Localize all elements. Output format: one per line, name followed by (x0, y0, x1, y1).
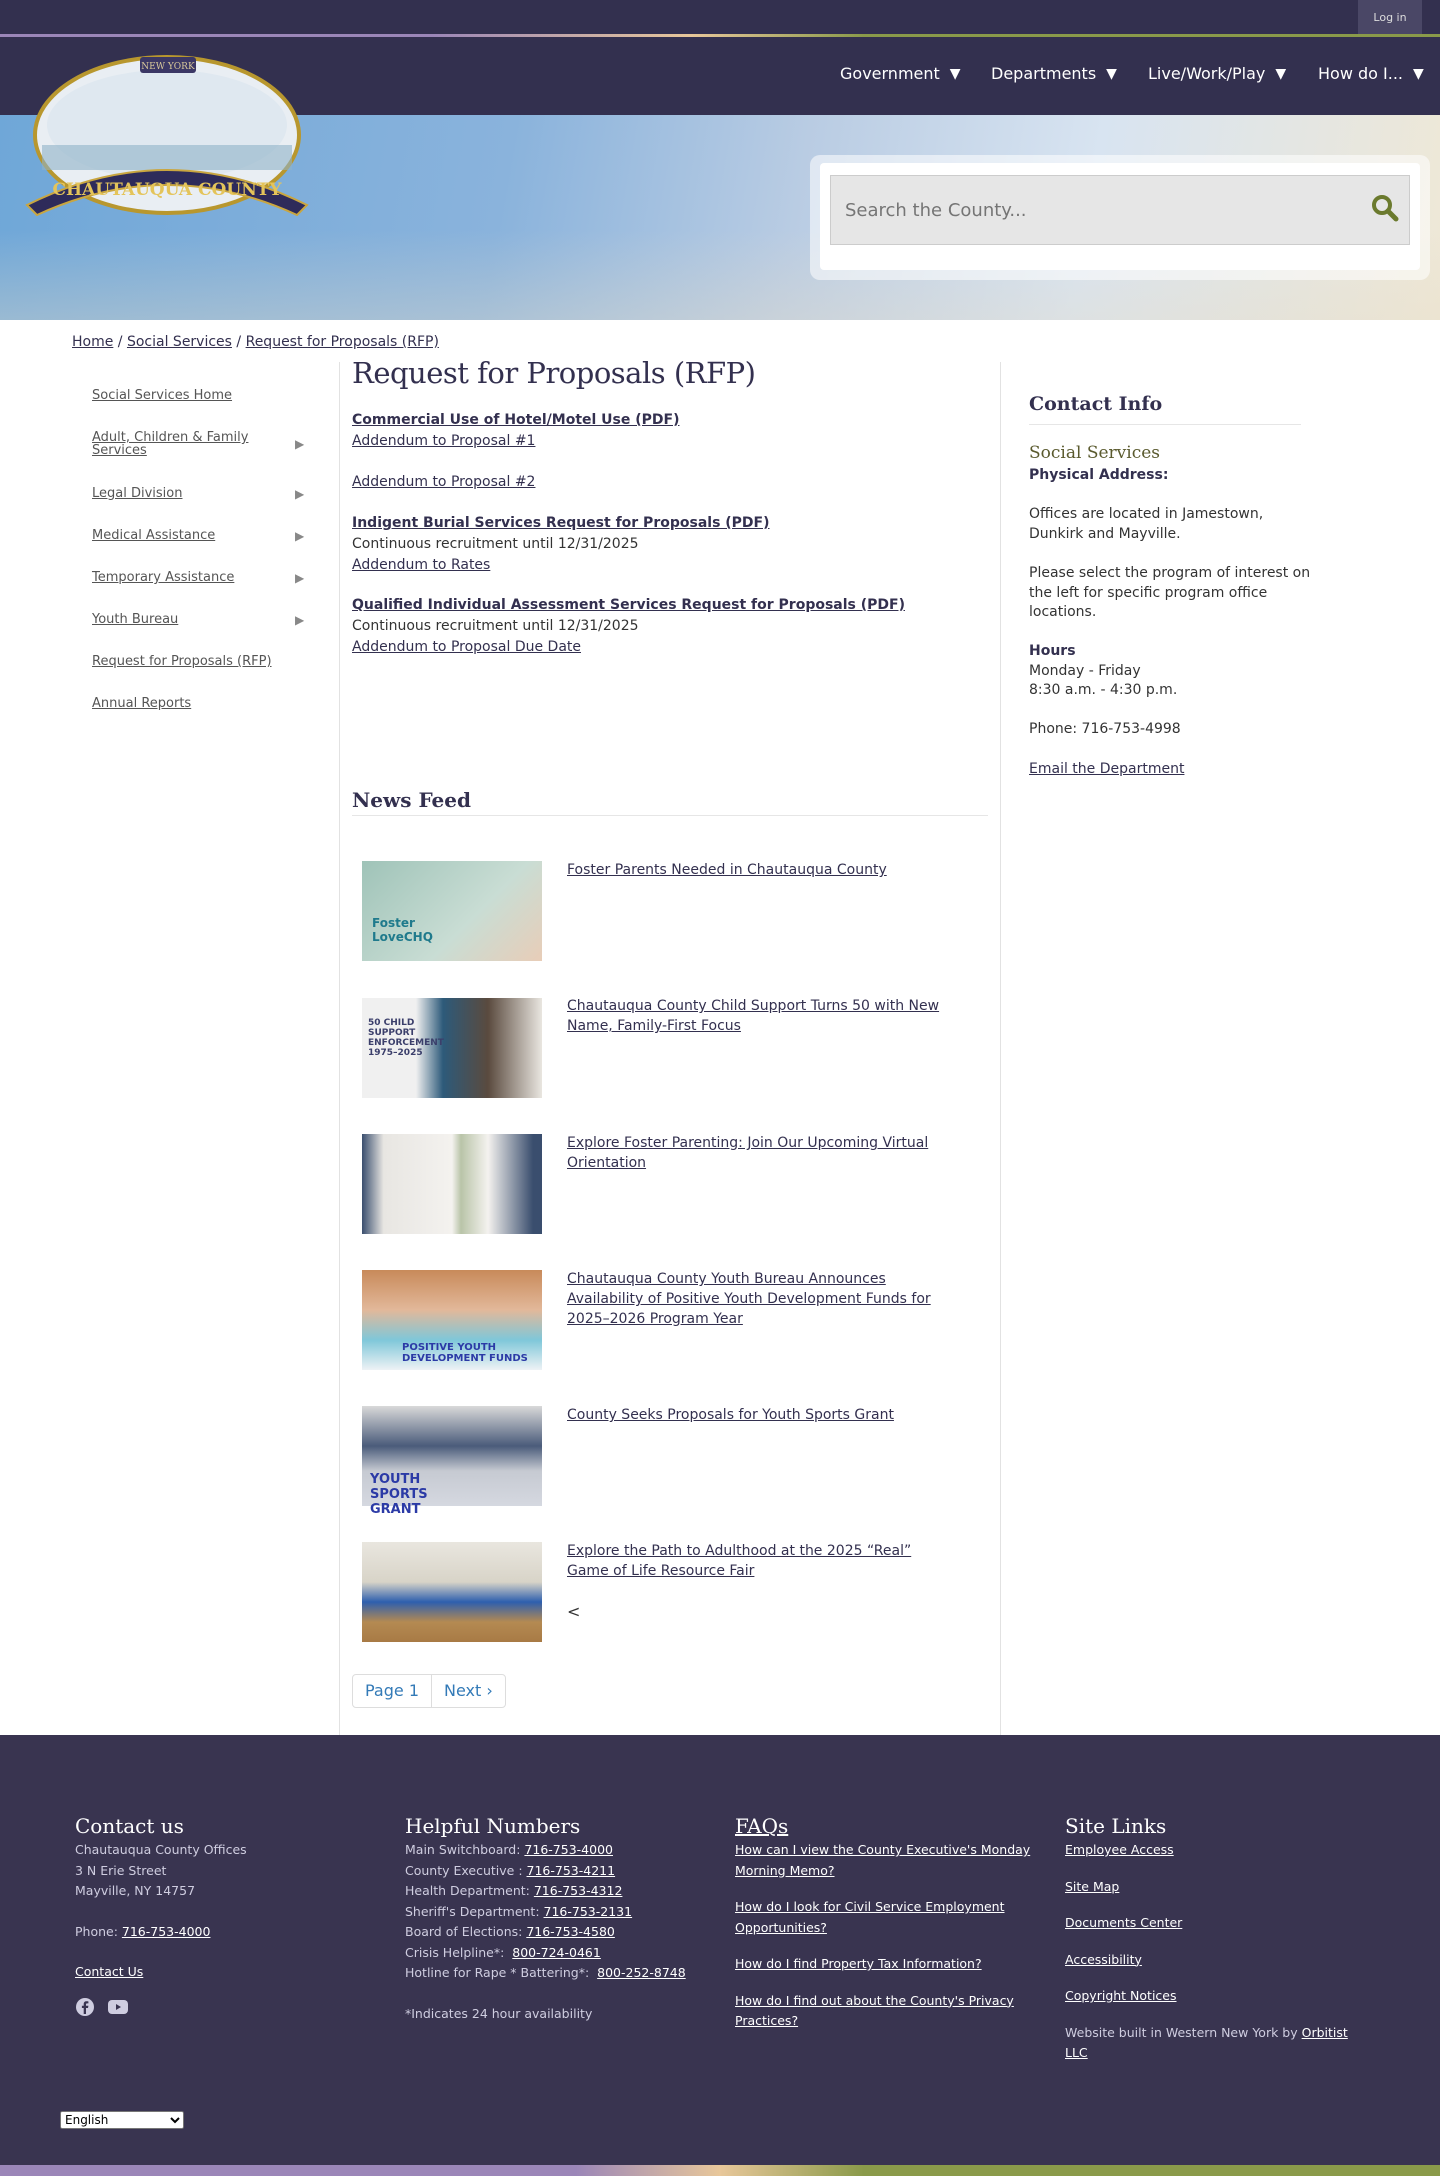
page-title: Request for Proposals (RFP) (352, 356, 756, 390)
login-button[interactable]: Log in (1358, 0, 1422, 34)
footer-site-links-title: Site Links (1065, 1814, 1167, 1838)
footer-faqs-title[interactable]: FAQs (735, 1814, 789, 1838)
expand-arrow-icon[interactable]: ▶ (295, 529, 305, 543)
top-bar (0, 0, 1440, 34)
breadcrumb-separator: / (117, 334, 123, 350)
rfp-link-qualified-individual[interactable]: Qualified Individual Assessment Services Request for Proposals (PDF) (352, 597, 905, 613)
faq-link[interactable]: How can I view the County Executive's Monday Morning Memo? (735, 1842, 1031, 1878)
divider (1029, 424, 1301, 425)
pagination (352, 1674, 506, 1708)
rfp-link-indigent-burial[interactable]: Indigent Burial Services Request for Proposals (PDF) (352, 515, 770, 531)
news-thumbnail[interactable] (362, 1270, 542, 1370)
sidebar-link[interactable]: Social Services Home (92, 388, 233, 403)
faq-link[interactable]: How do I find out about the County's Privacy Practices? (735, 1992, 1014, 2028)
number-label: Sheriff's Department: (405, 1903, 544, 1919)
contact-info-title: Contact Info (1029, 393, 1163, 415)
caret-down-icon: ▼ (1275, 66, 1287, 82)
site-link[interactable]: Accessibility (1065, 1951, 1142, 1967)
site-link[interactable]: Employee Access (1065, 1842, 1174, 1857)
caret-down-icon: ▼ (1413, 66, 1424, 82)
phone: Phone: 716-753-4998 (1029, 721, 1181, 737)
offices-text: Offices are located in Jamestown, Dunkirk and Mayville. (1029, 506, 1264, 542)
number-row (405, 1922, 725, 1943)
program-note: Please select the program of interest on the left for specific program office locations. (1029, 565, 1311, 620)
caret-down-icon: ▼ (1106, 66, 1117, 82)
site-link[interactable]: Documents Center (1065, 1915, 1183, 1930)
site-link[interactable]: Site Map (1065, 1878, 1120, 1894)
sidebar-item-adult-children-family[interactable] (92, 431, 282, 457)
nav-government[interactable] (840, 64, 961, 83)
recruitment-note: Continuous recruitment until 12/31/2025 (352, 618, 639, 634)
addendum-link[interactable]: Addendum to Proposal #2 (352, 474, 536, 490)
thumbnail-caption: 50 CHILD SUPPORT ENFORCEMENT 1975–2025 (368, 1018, 444, 1058)
news-thumbnail[interactable] (362, 998, 542, 1098)
number-label: County Executive : (405, 1862, 527, 1878)
helpful-numbers (405, 1840, 725, 2024)
youtube-icon[interactable] (107, 1997, 129, 2017)
number-row (405, 1840, 725, 1861)
recruitment-note: Continuous recruitment until 12/31/2025 (352, 536, 639, 552)
rfp-link-hotel-motel[interactable]: Commercial Use of Hotel/Motel Use (PDF) (352, 412, 680, 428)
breadcrumb-social-services[interactable]: Social Services (126, 334, 232, 350)
number-row (405, 1963, 725, 1984)
thumbnail-caption: Foster LoveCHQ (372, 916, 433, 944)
number-row (405, 1902, 725, 1923)
addendum-link[interactable]: Addendum to Proposal Due Date (352, 639, 581, 655)
number-label: Main Switchboard: (405, 1842, 525, 1857)
phone-link[interactable]: 716-753-4312 (533, 1883, 623, 1898)
address-line: Mayville, NY 14757 (75, 1883, 196, 1898)
footer-contact (75, 1840, 375, 2017)
breadcrumb (72, 334, 439, 350)
page-1-button[interactable]: Page 1 (365, 1681, 419, 1700)
sidebar-link[interactable]: Medical Assistance (92, 528, 216, 543)
sidebar-item-annual-reports[interactable] (92, 697, 282, 710)
search-icon[interactable] (1370, 193, 1400, 223)
hours-label: Hours (1029, 643, 1076, 659)
sidebar-item-temporary-assistance[interactable] (92, 571, 282, 584)
sidebar-item-legal-division[interactable] (92, 487, 282, 500)
divider (352, 815, 988, 816)
news-item (567, 996, 947, 1036)
news-item (567, 1541, 947, 1581)
news-title-link[interactable]: Foster Parents Needed in Chautauqua County (567, 862, 887, 878)
sidebar-item-medical-assistance[interactable] (92, 529, 282, 542)
address-line: 3 N Erie Street (75, 1862, 167, 1878)
addendum-link[interactable]: Addendum to Rates (352, 557, 491, 573)
news-title-link[interactable]: Explore Foster Parenting: Join Our Upcoming Virtual Orientation (567, 1135, 929, 1171)
previous-icon[interactable]: < (567, 1602, 581, 1621)
expand-arrow-icon[interactable]: ▶ (295, 571, 305, 585)
email-department-link[interactable]: Email the Department (1029, 761, 1185, 777)
news-title-link[interactable]: Chautauqua County Youth Bureau Announces Availability of Positive Youth Development Funds for 2025–2026 Program Year (567, 1271, 931, 1327)
site-link[interactable]: Copyright Notices (1065, 1988, 1177, 2003)
language-select[interactable] (60, 2111, 184, 2129)
sidebar-link[interactable]: Adult, Children & Family Services (92, 430, 249, 458)
nav-label: Government (840, 64, 940, 83)
divider (339, 362, 340, 1735)
built-by-text: Website built in Western New York by (1065, 2024, 1302, 2040)
phone-link[interactable]: 800-724-0461 (512, 1944, 601, 1960)
news-thumbnail[interactable] (362, 1134, 542, 1234)
number-label: Board of Elections: (405, 1924, 527, 1939)
breadcrumb-separator: / (236, 334, 242, 350)
thumbnail-caption: YOUTH SPORTS GRANT (370, 1472, 428, 1517)
nav-live-work-play[interactable] (1148, 64, 1286, 83)
faq-link[interactable]: How do I find Property Tax Information? (735, 1956, 982, 1971)
news-title-link[interactable]: Explore the Path to Adulthood at the 2025 “Real” Game of Life Resource Fair (567, 1543, 912, 1579)
number-label: Crisis Helpline*: (405, 1944, 513, 1960)
news-title-link[interactable]: County Seeks Proposals for Youth Sports Grant (567, 1407, 894, 1423)
facebook-icon[interactable] (75, 1997, 95, 2017)
addendum-link[interactable]: Addendum to Proposal #1 (352, 433, 536, 449)
expand-arrow-icon[interactable]: ▶ (295, 613, 305, 627)
footer-contact-title: Contact us (75, 1814, 184, 1838)
sidebar-item-rfp[interactable] (92, 655, 282, 668)
sidebar-item-social-services-home[interactable] (92, 389, 282, 402)
number-row (405, 1881, 725, 1902)
contact-us-link[interactable]: Contact Us (75, 1964, 144, 1979)
faq-link[interactable]: How do I look for Civil Service Employment Opportunities? (735, 1899, 1005, 1935)
phone-link[interactable]: 716-753-4000 (524, 1842, 613, 1857)
thumbnail-caption: POSITIVE YOUTH DEVELOPMENT FUNDS (402, 1342, 528, 1364)
caret-down-icon: ▼ (949, 66, 961, 82)
news-feed-title: News Feed (352, 788, 471, 812)
address-label: Physical Address: (1029, 467, 1169, 483)
color-stripe (0, 2165, 1440, 2176)
breadcrumb-home[interactable]: Home (72, 334, 114, 350)
phone-link[interactable]: 716-753-4000 (121, 1923, 211, 1939)
site-links (1065, 1840, 1365, 2064)
phone-link[interactable]: 800-252-8748 (597, 1965, 686, 1980)
department-name: Social Services (1029, 443, 1160, 463)
sidebar-link[interactable]: Annual Reports (92, 696, 192, 711)
news-title-link[interactable]: Chautauqua County Child Support Turns 50 with New Name, Family-First Focus (567, 998, 940, 1034)
hours-time: 8:30 a.m. - 4:30 p.m. (1029, 682, 1178, 698)
hours-days: Monday - Friday (1029, 663, 1141, 679)
sidebar-link[interactable]: Temporary Assistance (92, 570, 235, 585)
nav-label: Departments (991, 64, 1097, 83)
phone-link[interactable]: 716-753-4211 (526, 1862, 616, 1878)
nav-departments[interactable] (991, 64, 1117, 83)
nav-label: Live/Work/Play (1148, 64, 1266, 83)
expand-arrow-icon[interactable]: ▶ (295, 487, 305, 501)
nav-how-do-i[interactable] (1318, 64, 1424, 83)
number-row (405, 1861, 725, 1882)
news-thumbnail[interactable] (362, 1406, 542, 1517)
sidebar-link[interactable]: Youth Bureau (92, 612, 179, 627)
expand-arrow-icon[interactable]: ▶ (295, 437, 305, 451)
svg-text:NEW YORK: NEW YORK (141, 62, 195, 72)
phone-label: Phone: (75, 1923, 122, 1939)
news-thumbnail[interactable] (362, 1542, 542, 1642)
faqs-list (735, 1840, 1045, 2032)
footer-numbers-title: Helpful Numbers (405, 1814, 581, 1838)
availability-note: *Indicates 24 hour availability (405, 2005, 593, 2021)
number-label: Health Department: (405, 1883, 534, 1898)
phone-link[interactable]: 716-753-2131 (543, 1903, 633, 1919)
sidebar-item-youth-bureau[interactable] (92, 613, 282, 626)
address-line: Chautauqua County Offices (75, 1842, 247, 1857)
divider (1000, 362, 1001, 1735)
news-item (567, 1133, 947, 1173)
number-label: Hotline for Rape * Battering*: (405, 1965, 598, 1980)
news-item (567, 1405, 947, 1425)
search-input[interactable] (830, 175, 1410, 245)
number-row (405, 1943, 725, 1964)
svg-text:CHAUTAUQUA COUNTY: CHAUTAUQUA COUNTY (52, 180, 282, 200)
breadcrumb-current[interactable]: Request for Proposals (RFP) (245, 334, 439, 350)
builder-link[interactable]: Orbitist LLC (1065, 2024, 1348, 2060)
phone-link[interactable]: 716-753-4580 (526, 1924, 615, 1939)
news-thumbnail[interactable] (362, 861, 542, 961)
nav-label: How do I... (1318, 64, 1403, 83)
news-item (567, 1269, 947, 1329)
news-item (567, 860, 947, 880)
county-logo[interactable] (22, 55, 312, 235)
sidebar-link[interactable]: Request for Proposals (RFP) (92, 654, 272, 669)
next-page-button[interactable]: Next › (431, 1675, 505, 1707)
sidebar-link[interactable]: Legal Division (92, 486, 183, 501)
